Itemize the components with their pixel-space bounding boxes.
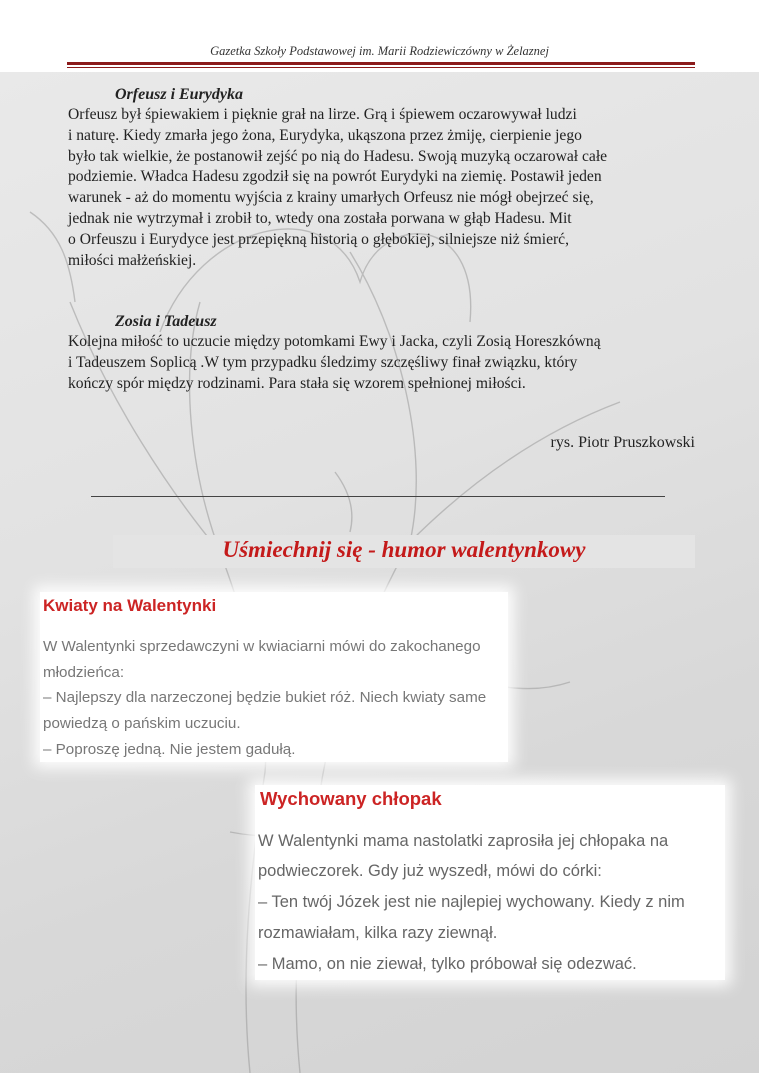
story-line: warunek - aż do momentu wyjścia z krainy umarłych Orfeusz nie mógł obejrzeć się, <box>68 189 594 207</box>
story-line: jednak nie wytrzymał i zrobił to, wtedy ona została porwana w głąb Hadesu. Mit <box>68 209 572 227</box>
joke-line: powiedzą o pańskim uczuciu. <box>43 715 241 732</box>
story-line: o Orfeuszu i Eurydyce jest przepiękną historią o głębokiej, silniejsze niż śmierć, <box>68 230 570 248</box>
story-line: Orfeusz był śpiewakiem i pięknie grał na lirze. Grą i śpiewem oczarowywał ludzi <box>68 106 577 123</box>
newsletter-header-title: Gazetka Szkoły Podstawowej im. Marii Rodziewiczówny w Żelaznej <box>210 44 549 58</box>
joke-line: młodzieńca: <box>43 664 125 681</box>
header-rule <box>67 62 695 65</box>
joke-line: W Walentynki sprzedawczyni w kwiaciarni mówi do zakochanego <box>43 638 481 655</box>
story-title-orfeusz: Orfeusz i Eurydyka <box>115 86 244 103</box>
joke-line: rozmawiałam, kilka razy ziewnął. <box>258 924 498 942</box>
story-line: i naturę. Kiedy zmarła jego żona, Eurydyka, ukąszona przez żmiję, cierpienie jego <box>68 126 582 144</box>
header-rule-thin <box>67 67 695 68</box>
story-title-zosia: Zosia i Tadeusz <box>115 313 217 330</box>
story-line: Kolejna miłość to uczucie między potomkami Ewy i Jacka, czyli Zosią Horeszkówną <box>68 333 601 350</box>
humor-heading: Uśmiechnij się - humor walentynkowy <box>222 537 586 562</box>
humor-banner <box>113 535 695 568</box>
story-line: miłości małżeńskiej. <box>68 251 197 269</box>
story-line: było tak wielkie, że postanowił zejść po nią do Hadesu. Swoją muzyką oczarował całe <box>68 147 608 165</box>
joke-card-kwiaty <box>40 592 508 762</box>
joke-title: Kwiaty na Walentynki <box>43 596 217 615</box>
section-divider <box>91 496 665 497</box>
story-line: kończy spór między rodzinami. Para stała się wzorem spełnionej miłości. <box>68 374 526 392</box>
joke-line: W Walentynki mama nastolatki zaprosiła jej chłopaka na <box>258 832 669 850</box>
joke-line: – Ten twój Józek jest nie najlepiej wychowany. Kiedy z nim <box>258 893 685 911</box>
joke-card-wychowany <box>255 785 725 980</box>
joke-line: podwieczorek. Gdy już wyszedł, mówi do córki: <box>258 862 602 880</box>
joke-line: – Mamo, on nie ziewał, tylko próbował się odezwać. <box>258 955 637 973</box>
illustration-credit: rys. Piotr Pruszkowski <box>550 434 695 451</box>
joke-line: – Poproszę jedną. Nie jestem gadułą. <box>43 741 296 758</box>
story-body-orfeusz <box>68 105 695 271</box>
story-line: podziemie. Władca Hadesu zgodził się na powrót Eurydyki na ziemię. Postawił jeden <box>68 168 602 186</box>
story-body-zosia <box>68 332 695 394</box>
joke-title: Wychowany chłopak <box>260 788 442 809</box>
joke-line: – Najlepszy dla narzeczonej będzie bukiet róż. Niech kwiaty same <box>43 689 487 706</box>
story-line: i Tadeuszem Soplicą .W tym przypadku śledzimy szczęśliwy finał związku, który <box>68 353 578 371</box>
